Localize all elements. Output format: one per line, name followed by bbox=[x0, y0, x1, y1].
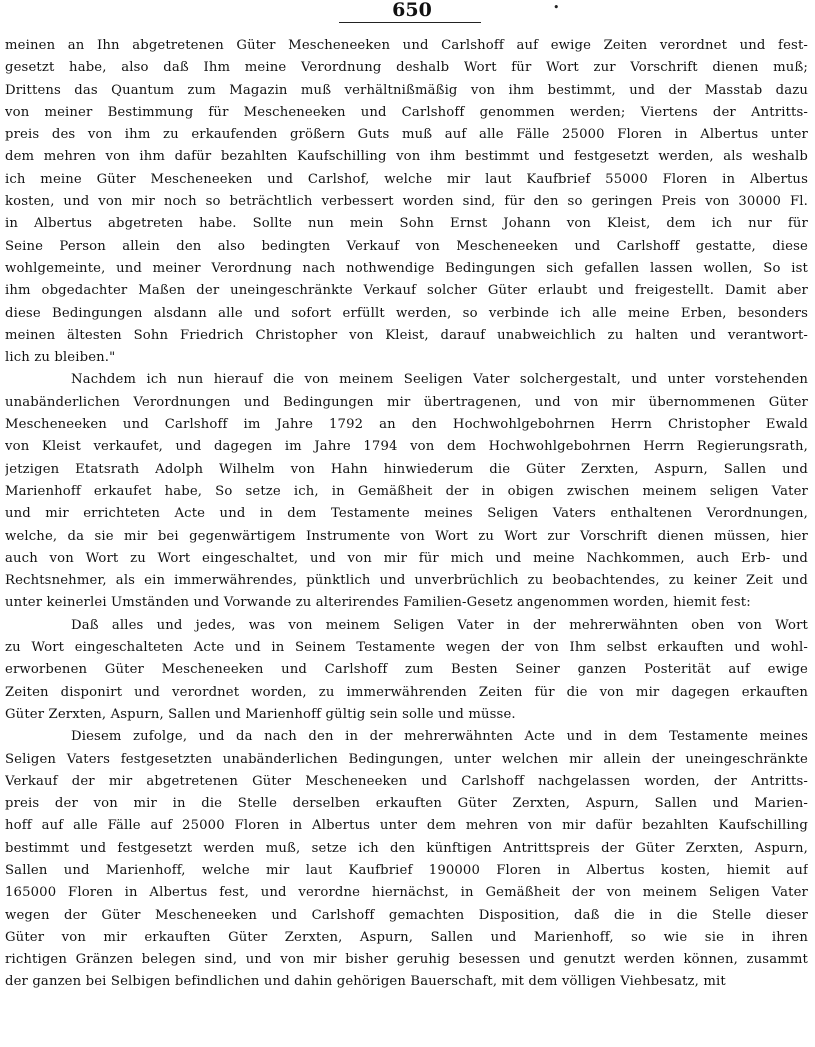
text-line: jetzigen Etatsrath Adolph Wilhelm von Hahn hinwiederum die Güter Zerxten, Aspurn, Sallen und bbox=[5, 461, 808, 477]
header-mark: • bbox=[553, 1, 560, 14]
text-line: der ganzen bei Selbigen befindlichen und dahin gehörigen Bauerschaft, mit dem völligen Viehbesatz, mit bbox=[5, 974, 726, 990]
header-rule bbox=[339, 22, 481, 23]
text-line: wegen der Güter Mescheneeken und Carlshoff gemachten Disposition, daß die in die Stelle dieser bbox=[5, 907, 808, 923]
text-line: unter keinerlei Umständen und Vorwande zu alterirendes Familien-Gesetz angenommen worden, hiemit fest: bbox=[5, 595, 751, 611]
page-header bbox=[0, 0, 815, 28]
body-text bbox=[5, 35, 808, 994]
text-line: preis der von mir in die Stelle derselben erkauften Güter Zerxten, Aspurn, Sallen und Marien- bbox=[5, 796, 808, 812]
text-line: Daß alles und jedes, was von meinem Seligen Vater in der mehrerwähnten oben von Wort bbox=[71, 617, 808, 633]
text-line: in Albertus abgetreten habe. Sollte nun mein Sohn Ernst Johann von Kleist, dem ich nur für bbox=[5, 216, 808, 232]
text-line: erworbenen Güter Mescheneeken und Carlshoff zum Besten Seiner ganzen Posterität auf ewige bbox=[5, 662, 808, 678]
text-line: dem mehren von ihm dafür bezahlten Kaufschilling von ihm bestimmt und festgesetzt werden, als weshalb bbox=[5, 149, 808, 165]
text-line: Mescheneeken und Carlshoff im Jahre 1792 an den Hochwohlgebohrnen Herrn Christopher Ewald bbox=[5, 417, 808, 433]
text-line: Seine Person allein den also bedingten Verkauf von Mescheneeken und Carlshoff gestatte, diese bbox=[5, 238, 808, 254]
text-line: unabänderlichen Verordnungen und Bedingungen mir übertragenen, und von mir übernommenen Güter bbox=[5, 394, 808, 410]
text-line: richtigen Gränzen belegen sind, und von mir bisher geruhig besessen und genutzt werden können, zusammt bbox=[5, 952, 808, 968]
text-line: zu Wort eingeschalteten Acte und in Seinem Testamente wegen der von Ihm selbst erkauften und wohl- bbox=[5, 640, 808, 656]
text-line: auch von Wort zu Wort eingeschaltet, und von mir für mich und meine Nachkommen, auch Erb- und bbox=[5, 550, 808, 566]
text-line: hoff auf alle Fälle auf 25000 Floren in Albertus unter dem mehren von mir dafür bezahlten Kaufschilling bbox=[5, 818, 808, 834]
text-line: Zeiten disponirt und verordnet worden, zu immerwährenden Zeiten für die von mir dagegen erkauften bbox=[5, 684, 808, 700]
text-line: Diesem zufolge, und da nach den in der mehrerwähnten Acte und in dem Testamente meines bbox=[71, 729, 808, 745]
text-line: Seligen Vaters festgesetzten unabänderlichen Bedingungen, unter welchen mir allein der uneingeschränkte bbox=[5, 751, 808, 767]
text-line: von Kleist verkaufet, und dagegen im Jahre 1794 von dem Hochwohlgebohrnen Herrn Regierungsrath, bbox=[5, 439, 808, 455]
text-line: meinen an Ihn abgetretenen Güter Mescheneeken und Carlshoff auf ewige Zeiten verordnet und fest- bbox=[5, 38, 808, 53]
text-line: 165000 Floren in Albertus fest, und verordne hiernächst, in Gemäßheit der von meinem Seligen Vater bbox=[5, 885, 808, 901]
text-line: diese Bedingungen alsdann alle und sofort erfüllt werden, so verbinde ich alle meine Erben, besonders bbox=[5, 305, 808, 321]
text-line: kosten, und von mir noch so beträchtlich verbessert worden sind, für den so geringen Preis von 30000 Fl. bbox=[5, 194, 808, 210]
text-line: Rechtsnehmer, als ein immerwährendes, pünktlich und unverbrüchlich zu beobachtendes, zu keiner Zeit und bbox=[5, 573, 808, 589]
text-line: welche, da sie mir bei gegenwärtigem Instrumente von Wort zu Wort zur Vorschrift dienen müssen, hier bbox=[5, 528, 808, 544]
text-line: meinen ältesten Sohn Friedrich Christopher von Kleist, darauf unabweichlich zu halten und verantwort- bbox=[5, 327, 808, 343]
text-line: Güter von mir erkauften Güter Zerxten, Aspurn, Sallen und Marienhoff, so wie sie in ihren bbox=[5, 929, 808, 945]
text-line: ich meine Güter Mescheneeken und Carlshof, welche mir laut Kaufbrief 55000 Floren in Albertus bbox=[5, 171, 808, 187]
text-line: lich zu bleiben." bbox=[5, 350, 116, 366]
text-line: Güter Zerxten, Aspurn, Sallen und Marienhoff gültig sein solle und müsse. bbox=[5, 706, 516, 722]
text-line: Sallen und Marienhoff, welche mir laut Kaufbrief 190000 Floren in Albertus kosten, hiemit auf bbox=[5, 862, 808, 878]
page-number: 650 bbox=[392, 0, 432, 21]
text-line: Nachdem ich nun hierauf die von meinem Seeligen Vater solchergestalt, und unter vorstehenden bbox=[71, 372, 808, 388]
text-line: und mir errichteten Acte und in dem Testamente meines Seligen Vaters enthaltenen Verordnungen, bbox=[5, 506, 808, 522]
text-line: bestimmt und festgesetzt werden muß, setze ich den künftigen Antrittspreis der Güter Zerxten, Aspurn, bbox=[5, 840, 808, 856]
text-line: Drittens das Quantum zum Magazin muß verhältnißmäßig von ihm bestimmt, und der Masstab dazu bbox=[5, 82, 808, 98]
text-line: preis des von ihm zu erkaufenden größern Guts muß auf alle Fälle 25000 Floren in Albertus unter bbox=[5, 127, 808, 143]
text-line: von meiner Bestimmung für Mescheneeken und Carlshoff genommen werden; Viertens der Antritts- bbox=[5, 104, 808, 120]
text-line: ihm obgedachter Maßen der uneingeschränkte Verkauf solcher Güter erlaubt und freigestellt. Damit aber bbox=[5, 283, 808, 299]
text-line: wohlgemeinte, und meiner Verordnung nach nothwendige Bedingungen sich gefallen lassen wollen, So ist bbox=[5, 260, 808, 276]
text-line: Verkauf der mir abgetretenen Güter Mescheneeken und Carlshoff nachgelassen worden, der Antritts- bbox=[5, 773, 808, 789]
text-line: Marienhoff erkaufet habe, So setze ich, in Gemäßheit der in obigen zwischen meinem seligen Vater bbox=[5, 483, 808, 499]
text-line: gesetzt habe, also daß Ihm meine Verordnung deshalb Wort für Wort zur Vorschrift dienen muß; bbox=[5, 60, 808, 76]
